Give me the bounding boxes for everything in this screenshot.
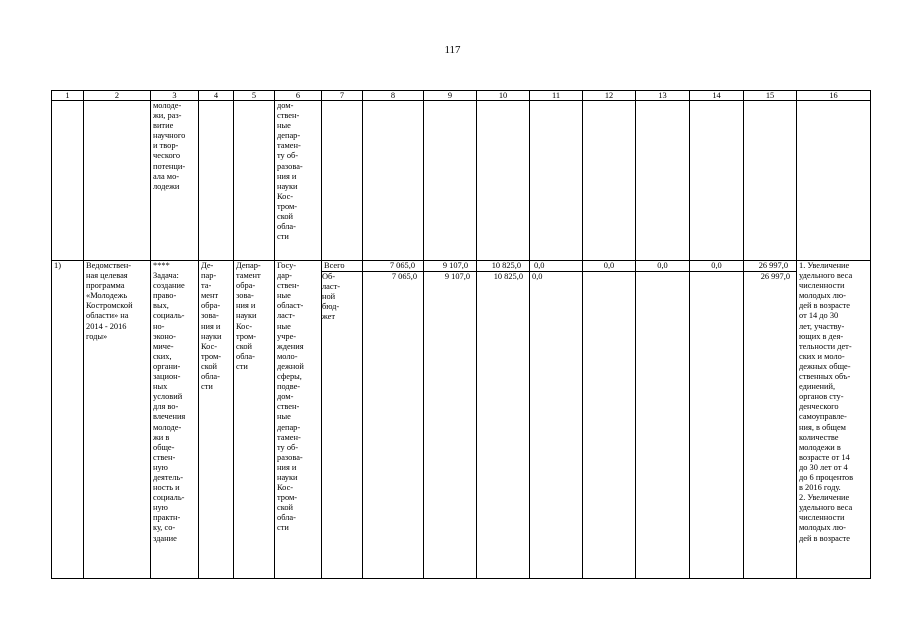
- total-value: 26 997,0: [758, 261, 788, 270]
- task-cell: **** Задача: создание право- вых, социаль- но- эконо- миче- ских, органи- зацион- ных условий для во- влечения молоде- жи в обще- ствен- ную деятель- ность и социаль- ную практн- ку, со- здание: [151, 261, 199, 579]
- value-cell: [424, 261, 477, 579]
- coordinator-cell: Депар- тамент обра- зова- ния и науки Кос- тром- ской обла- сти: [234, 261, 275, 579]
- value-cell: [363, 261, 424, 579]
- executor-cell: Де- пар- та- мент обра- зова- ния и науки Кос- тром- ской обла- сти: [199, 261, 234, 579]
- total-value: 10 825,0: [491, 261, 521, 270]
- budget-divider: [690, 271, 744, 282]
- source-regional-budget: Об- ласт- ной бюд- жет: [322, 271, 363, 322]
- source-total-label: Всего: [324, 261, 345, 270]
- total-value: 0,0: [534, 261, 545, 270]
- column-number: 11: [530, 91, 583, 101]
- value-cell: [690, 261, 744, 579]
- budget-value: 26 997,0: [744, 271, 797, 282]
- value-cell: [744, 261, 797, 579]
- column-number: 6: [275, 91, 322, 101]
- column-number: 1: [52, 91, 84, 101]
- column-number: 2: [84, 91, 151, 101]
- continuation-row: [52, 101, 871, 261]
- column-number: 9: [424, 91, 477, 101]
- task-cell: молоде- жи, раз- витие научного и твор- ческого потенци- ала мо- лодежи: [151, 101, 199, 261]
- value-cell: [636, 261, 690, 579]
- program-table: [51, 90, 871, 579]
- program-name: Ведомствен- ная целевая программа «Молодежь Костромской области» на 2014 - 2016 годы»: [84, 261, 151, 579]
- budget-divider: [636, 271, 690, 282]
- budget-value: 10 825,0: [477, 271, 530, 282]
- column-number: 12: [583, 91, 636, 101]
- value-cell: [530, 261, 583, 579]
- column-number: 10: [477, 91, 530, 101]
- participants-cell: Госу- дар- ствен- ные област- ласт- ные учре- ждения моло- дежной сферы, подве- дом- ствен- ные депар- тамен- ту об- разова- ния и науки Кос- тром- ской обла- сти: [275, 261, 322, 579]
- page-number: 117: [444, 44, 461, 56]
- total-value: 0,0: [657, 261, 668, 270]
- budget-value: 7 065,0: [363, 271, 424, 282]
- column-number: 14: [690, 91, 744, 101]
- value-cell: [477, 261, 530, 579]
- budget-value: 0,0: [530, 271, 583, 282]
- budget-value: 9 107,0: [424, 271, 477, 282]
- column-number: 15: [744, 91, 797, 101]
- program-row: [52, 261, 871, 579]
- column-number: 3: [151, 91, 199, 101]
- column-number: 4: [199, 91, 234, 101]
- row-number: 1): [52, 261, 84, 579]
- total-value: 9 107,0: [442, 261, 468, 270]
- column-number: 8: [363, 91, 424, 101]
- total-value: 0,0: [603, 261, 615, 270]
- column-number: 13: [636, 91, 690, 101]
- expected-results-cell: 1. Увеличение удельного веса численности молодых лю- дей в возрасте от 14 до 30 лет, участву- ющих в дея- тельности дет- ских и моло- дежных обще- ственных объ- единений, органов сту- денческого самоуправле- ния, в общем количестве молодежи в возрасте от 14 до 30 лет от 4 до 6 процентов в 2016 году. 2. Увеличение удельного веса численности молодых лю- дей в возрасте: [797, 261, 871, 579]
- funding-source-cell: [322, 261, 363, 579]
- budget-divider: [583, 271, 636, 282]
- total-value: 0,0: [711, 261, 722, 270]
- column-number: 5: [234, 91, 275, 101]
- column-number: 7: [322, 91, 363, 101]
- value-cell: [583, 261, 636, 579]
- participants-cell: дом- ствен- ные депар- тамен- ту об- разова- ния и науки Кос- тром- ской обла- сти: [275, 101, 322, 261]
- total-value: 7 065,0: [389, 261, 415, 270]
- column-number: 16: [797, 91, 871, 101]
- column-number-row: [52, 91, 871, 101]
